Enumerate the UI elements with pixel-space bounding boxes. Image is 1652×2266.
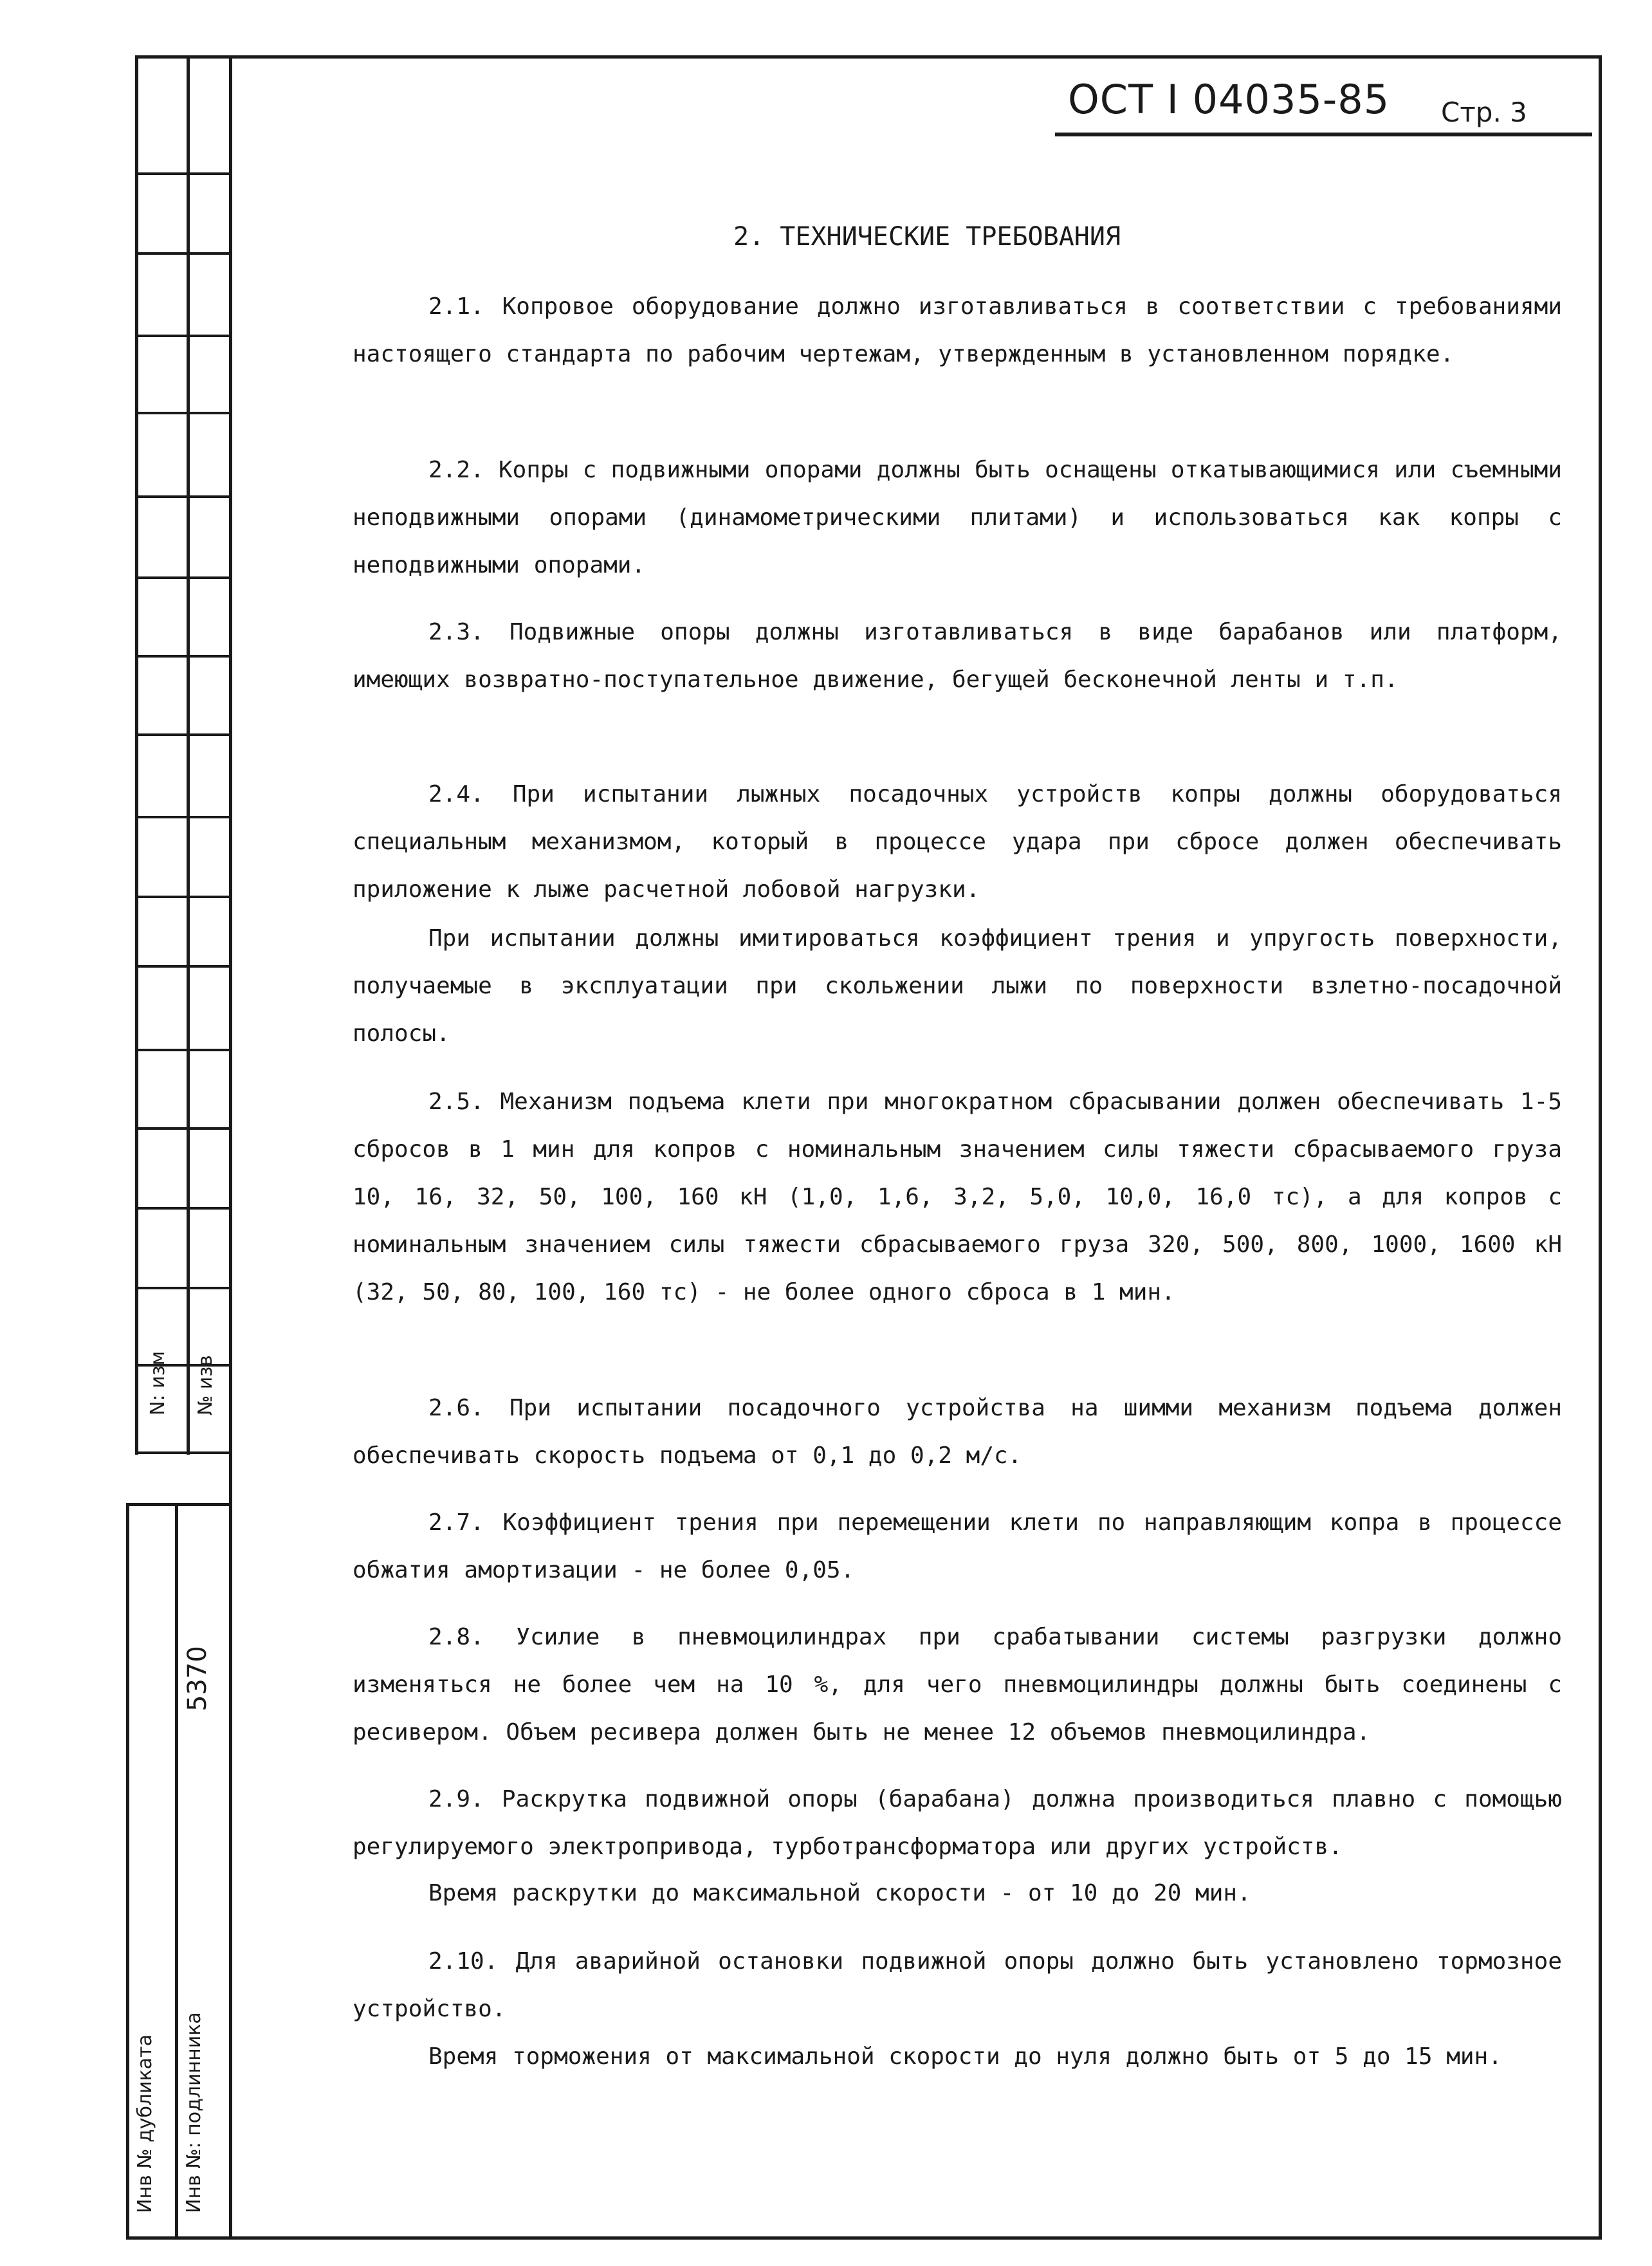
frame-left-main [229, 55, 232, 2240]
stamp-tick [135, 896, 232, 898]
margin-inv-dubl-label: Инв № дубликата [134, 2034, 156, 2213]
clause-2-10-continued: Время торможения от максимальной скорости до нуля должно быть от 5 до 15 мин. [428, 2043, 1502, 2070]
document-code: ОСТ I 04035-85 [1068, 76, 1390, 123]
stamp-tick [135, 1451, 232, 1454]
clause-2-3: 2.3. Подвижные опоры должны изготавливаться в виде барабанов или платформ, имеющих возвратно-поступательное движение, бегущей бесконечной ленты и т.п. [353, 619, 1562, 693]
stamp-tick [135, 252, 232, 255]
clause-2-6: 2.6. При испытании посадочного устройства на шимми механизм подъема должен обеспечивать скорость подъема от 0,1 до 0,2 м/с. [353, 1395, 1562, 1469]
clause-2-4-continued: При испытании должны имитироваться коэффициент трения и упругость поверхности, получаемые в эксплуатации при скольжении лыжи по поверхности взлетно-посадочной полосы. [353, 925, 1562, 1047]
clause-2-8: 2.8. Усилие в пневмоцилиндрах при срабатывании системы разгрузки должно изменяться не более чем на 10 %, для чего пневмоцилиндры должны быть соединены с ресивером. Объем ресивера должен быть не менее 12 объемов пневмоцилиндра. [353, 1624, 1562, 1746]
stamp-lower-top [126, 1503, 232, 1506]
stamp-tick [135, 576, 232, 579]
clause-2-1: 2.1. Копровое оборудование должно изготавливаться в соответствии с требованиями настоящего стандарта по рабочим чертежам, утвержденным в установленном порядке. [353, 293, 1562, 367]
stamp-tick [135, 655, 232, 658]
stamp-col-outer [135, 55, 138, 1455]
stamp-tick [135, 733, 232, 736]
margin-izv-label: № изв [194, 1355, 217, 1415]
stamp-tick [135, 172, 232, 175]
stamp-col-mid-lower [175, 1503, 178, 2240]
margin-izm-label: N: изм [147, 1350, 169, 1415]
frame-bottom [232, 2236, 1602, 2240]
clause-2-9: 2.9. Раскрутка подвижной опоры (барабана) должна производиться плавно с помощью регулируемого электропривода, турботрансформатора или других устройств. [353, 1786, 1562, 1860]
clause-2-2: 2.2. Копры с подвижными опорами должны быть оснащены откатывающимися или съемными неподвижными опорами (динамометрическими плитами) и использоваться как копры с неподвижными опорами. [353, 457, 1562, 578]
page-number: Стр. 3 [1441, 97, 1527, 128]
frame-right [1599, 55, 1602, 2240]
frame-top [135, 55, 1602, 59]
clause-2-5: 2.5. Механизм подъема клети при многократном сбрасывании должен обеспечивать 1-5 сбросов в 1 мин для копров с номинальным значением силы тяжести сбрасываемого груза 10, 16, 32, 50, 100, 160 кН (1,0, 1,6, 3,2, 5,0, 10,0, 16,0 тс), а для копров с номинальным значением силы тяжести сбрасываемого груза 320, 500, 800, 1000, 1600 кН (32, 50, 80, 100, 160 тс) - не более одного сброса в 1 мин. [353, 1089, 1562, 1305]
stamp-tick [135, 1207, 232, 1210]
margin-inv-podl-label: Инв №: подлинника [183, 2012, 205, 2213]
inventory-number: 5370 [183, 1646, 212, 1711]
header-underline [1055, 133, 1592, 136]
section-heading: 2. ТЕХНИЧЕСКИЕ ТРЕБОВАНИЯ [733, 222, 1121, 252]
stamp-lower-bottom [126, 2236, 232, 2240]
stamp-tick [135, 965, 232, 968]
clause-2-4: 2.4. При испытании лыжных посадочных устройств копры должны оборудоваться специальным механизмом, который в процессе удара при сбросе должен обеспечивать приложение к лыже расчетной лобовой нагрузки. [353, 781, 1562, 903]
clause-2-7: 2.7. Коэффициент трения при перемещении клети по направляющим копра в процессе обжатия амортизации - не более 0,05. [353, 1509, 1562, 1583]
stamp-tick [135, 335, 232, 337]
stamp-tick [135, 816, 232, 818]
stamp-col-mid [187, 55, 190, 1455]
stamp-tick [135, 495, 232, 498]
stamp-tick [135, 412, 232, 414]
stamp-col-outer-lower [126, 1503, 129, 2240]
stamp-tick [135, 1049, 232, 1051]
clause-2-9-continued: Время раскрутки до максимальной скорости - от 10 до 20 мин. [428, 1880, 1251, 1906]
clause-2-10: 2.10. Для аварийной остановки подвижной опоры должно быть установлено тормозное устройство. [353, 1948, 1562, 2022]
stamp-tick [135, 1127, 232, 1130]
stamp-tick [135, 1287, 232, 1289]
